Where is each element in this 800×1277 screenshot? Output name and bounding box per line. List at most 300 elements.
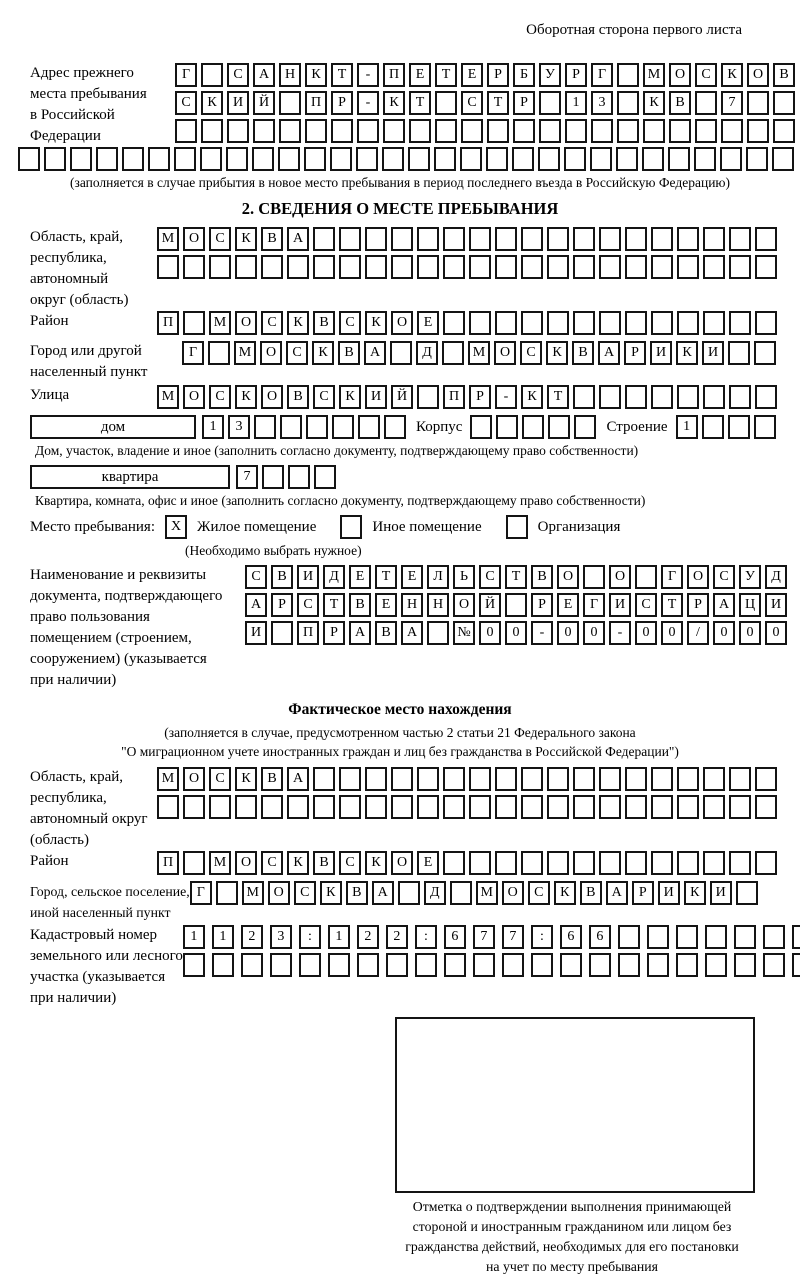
char-cell — [728, 415, 750, 439]
char-cell: К — [320, 881, 342, 905]
char-cell — [313, 255, 335, 279]
char-cell: И — [609, 593, 631, 617]
char-cell — [747, 91, 769, 115]
char-cell — [703, 255, 725, 279]
char-cell — [358, 415, 380, 439]
char-cell — [754, 341, 776, 365]
char-cell: М — [476, 881, 498, 905]
char-cell — [502, 953, 524, 977]
char-cell — [676, 925, 698, 949]
char-cell — [773, 119, 795, 143]
char-cell: О — [235, 311, 257, 335]
char-cell: А — [364, 341, 386, 365]
char-cell: 7 — [502, 925, 524, 949]
char-cell — [417, 385, 439, 409]
char-cell — [677, 227, 699, 251]
char-cell: 0 — [661, 621, 683, 645]
char-cell — [521, 255, 543, 279]
char-cell — [616, 147, 638, 171]
char-cell — [365, 795, 387, 819]
char-cell: К — [305, 63, 327, 87]
char-cell: Е — [375, 593, 397, 617]
char-cell — [729, 851, 751, 875]
char-cell — [330, 147, 352, 171]
choose-note: (Необходимо выбрать нужное) — [185, 543, 362, 558]
char-cell: С — [209, 767, 231, 791]
char-cell — [651, 851, 673, 875]
char-cell: С — [209, 227, 231, 251]
field-city — [0, 341, 800, 383]
char-cell: В — [313, 851, 335, 875]
char-cell — [703, 795, 725, 819]
char-cell: К — [235, 767, 257, 791]
char-cell — [461, 119, 483, 143]
char-cell — [747, 119, 769, 143]
char-cell — [642, 147, 664, 171]
char-cell — [677, 385, 699, 409]
document-label: Наименование и реквизиты документа, подтверждающего право пользования помещением (строением, сооружением) (указывается при наличии) — [30, 567, 223, 688]
char-cell — [469, 851, 491, 875]
char-cell — [183, 795, 205, 819]
prev-address-label: Адрес прежнего места пребывания в Российской Федерации — [30, 65, 147, 144]
char-cell — [721, 119, 743, 143]
char-cell — [157, 255, 179, 279]
char-cell — [772, 147, 794, 171]
char-cell — [560, 953, 582, 977]
char-cell — [736, 881, 758, 905]
char-cell: Р — [487, 63, 509, 87]
char-cell: Р — [323, 621, 345, 645]
char-cell — [216, 881, 238, 905]
char-cell: К — [201, 91, 223, 115]
char-cell: Т — [331, 63, 353, 87]
char-cell: 3 — [270, 925, 292, 949]
char-cell — [755, 767, 777, 791]
char-cell: К — [287, 311, 309, 335]
char-cell — [226, 147, 248, 171]
char-cell — [470, 415, 492, 439]
char-cell: О — [557, 565, 579, 589]
char-cell: - — [357, 63, 379, 87]
char-cell: О — [391, 311, 413, 335]
region-2-row-2 — [157, 795, 777, 819]
char-cell: К — [365, 311, 387, 335]
char-cell: 2 — [357, 925, 379, 949]
house-number-row — [202, 415, 406, 439]
char-cell — [763, 925, 785, 949]
char-cell — [271, 621, 293, 645]
char-cell: Т — [375, 565, 397, 589]
char-cell — [200, 147, 222, 171]
char-cell: О — [260, 341, 282, 365]
char-cell: В — [313, 311, 335, 335]
char-cell — [521, 795, 543, 819]
char-cell: Т — [435, 63, 457, 87]
char-cell — [599, 385, 621, 409]
char-cell — [729, 311, 751, 335]
char-cell — [339, 255, 361, 279]
char-cell: О — [494, 341, 516, 365]
char-cell — [573, 767, 595, 791]
char-cell — [287, 255, 309, 279]
char-cell: В — [349, 593, 371, 617]
char-cell — [617, 91, 639, 115]
char-cell — [391, 795, 413, 819]
char-cell — [261, 795, 283, 819]
char-cell — [522, 415, 544, 439]
char-cell — [435, 119, 457, 143]
char-cell: К — [312, 341, 334, 365]
char-cell — [547, 851, 569, 875]
char-cell: Г — [190, 881, 212, 905]
char-cell — [212, 953, 234, 977]
char-cell — [599, 851, 621, 875]
char-cell: К — [676, 341, 698, 365]
field-cadastral — [0, 925, 800, 1009]
district-2-row — [157, 851, 777, 875]
char-cell — [473, 953, 495, 977]
checkbox-other-premises — [340, 515, 362, 539]
char-cell: К — [365, 851, 387, 875]
char-cell: У — [539, 63, 561, 87]
actual-location-note: (заполняется в случае, предусмотренном частью 2 статьи 21 Федерального закона "О миграционном учете иностранных граждан и лиц без гражданства в Российской Федерации") — [121, 725, 679, 759]
char-cell: С — [261, 311, 283, 335]
char-cell — [651, 255, 673, 279]
char-cell: К — [287, 851, 309, 875]
char-cell: Б — [513, 63, 535, 87]
char-cell — [365, 255, 387, 279]
char-cell — [434, 147, 456, 171]
char-cell: К — [339, 385, 361, 409]
char-cell: 0 — [505, 621, 527, 645]
char-cell: 6 — [560, 925, 582, 949]
char-cell: И — [297, 565, 319, 589]
char-cell: 2 — [241, 925, 263, 949]
char-cell — [495, 851, 517, 875]
char-cell: К — [554, 881, 576, 905]
char-cell — [547, 795, 569, 819]
korpus-row — [470, 415, 596, 439]
document-row-1 — [245, 565, 787, 589]
char-cell — [391, 227, 413, 251]
char-cell: 0 — [479, 621, 501, 645]
char-cell: К — [235, 227, 257, 251]
prev-address-row-2 — [175, 91, 795, 115]
char-cell — [427, 621, 449, 645]
char-cell — [299, 953, 321, 977]
char-cell — [703, 851, 725, 875]
char-cell — [495, 227, 517, 251]
char-cell: М — [234, 341, 256, 365]
char-cell: О — [183, 227, 205, 251]
char-cell: К — [643, 91, 665, 115]
char-cell — [625, 851, 647, 875]
char-cell: М — [242, 881, 264, 905]
char-cell — [755, 255, 777, 279]
city-label: Город или другой населенный пункт — [30, 343, 148, 380]
document-row-3 — [245, 621, 787, 645]
char-cell: 3 — [228, 415, 250, 439]
char-cell: О — [669, 63, 691, 87]
char-cell — [382, 147, 404, 171]
char-cell: С — [339, 851, 361, 875]
stroenie-label: Строение — [606, 418, 668, 435]
document-row-2 — [245, 593, 787, 617]
field-district — [0, 311, 800, 339]
char-cell — [651, 385, 673, 409]
char-cell: А — [713, 593, 735, 617]
char-cell: И — [227, 91, 249, 115]
char-cell: М — [157, 227, 179, 251]
char-cell — [288, 465, 310, 489]
char-cell — [539, 91, 561, 115]
char-cell — [599, 767, 621, 791]
field-prev-address — [0, 63, 800, 147]
city-2-row — [190, 881, 758, 905]
char-cell: И — [765, 593, 787, 617]
char-cell — [460, 147, 482, 171]
char-cell — [668, 147, 690, 171]
char-cell — [635, 565, 657, 589]
char-cell — [201, 63, 223, 87]
char-cell: Е — [461, 63, 483, 87]
char-cell: Р — [565, 63, 587, 87]
char-cell — [573, 255, 595, 279]
checkbox-residential: X — [165, 515, 187, 539]
cadastral-row-2 — [183, 953, 800, 977]
char-cell — [677, 851, 699, 875]
char-cell — [694, 147, 716, 171]
char-cell: А — [253, 63, 275, 87]
char-cell: Т — [505, 565, 527, 589]
field-document — [0, 565, 800, 691]
char-cell — [356, 147, 378, 171]
char-cell: С — [635, 593, 657, 617]
char-cell: 0 — [635, 621, 657, 645]
char-cell — [417, 795, 439, 819]
char-cell — [209, 255, 231, 279]
char-cell: / — [687, 621, 709, 645]
char-cell: О — [747, 63, 769, 87]
char-cell — [227, 119, 249, 143]
char-cell — [415, 953, 437, 977]
char-cell — [625, 255, 647, 279]
char-cell: Г — [175, 63, 197, 87]
char-cell: С — [313, 385, 335, 409]
char-cell — [313, 795, 335, 819]
field-apartment — [0, 465, 800, 489]
char-cell — [573, 311, 595, 335]
char-cell — [313, 767, 335, 791]
district-label: Район — [30, 313, 69, 329]
char-cell: В — [580, 881, 602, 905]
char-cell — [383, 119, 405, 143]
char-cell — [755, 851, 777, 875]
char-cell — [599, 227, 621, 251]
prev-address-row-4 — [0, 147, 800, 171]
stamp-note: Отметка о подтверждении выполнения принимающей стороной и иностранным гражданином или лицом без гражданства действий, необходимых для его постановки на учет по месту пребывания — [405, 1199, 739, 1274]
char-cell: Г — [591, 63, 613, 87]
char-cell: С — [297, 593, 319, 617]
char-cell — [591, 119, 613, 143]
char-cell — [443, 311, 465, 335]
char-cell — [669, 119, 691, 143]
char-cell — [539, 119, 561, 143]
char-cell: Т — [487, 91, 509, 115]
char-cell — [261, 255, 283, 279]
char-cell: Р — [513, 91, 535, 115]
apartment-note: Квартира, комната, офис и иное (заполнить согласно документу, подтверждающему право собственности) — [35, 493, 646, 508]
char-cell — [183, 953, 205, 977]
stroenie-row — [676, 415, 776, 439]
street-label: Улица — [30, 387, 70, 403]
char-cell: О — [261, 385, 283, 409]
char-cell: Л — [427, 565, 449, 589]
field-stay-place — [0, 515, 800, 539]
char-cell — [328, 953, 350, 977]
option-organization-label: Организация — [537, 518, 621, 535]
char-cell — [651, 311, 673, 335]
char-cell — [729, 385, 751, 409]
char-cell — [521, 767, 543, 791]
char-cell — [538, 147, 560, 171]
char-cell — [590, 147, 612, 171]
char-cell — [278, 147, 300, 171]
char-cell — [398, 881, 420, 905]
house-note: Дом, участок, владение и иное (заполнить согласно документу, подтверждающему право собственности) — [35, 443, 639, 458]
char-cell: 6 — [444, 925, 466, 949]
char-cell — [599, 311, 621, 335]
char-cell: К — [684, 881, 706, 905]
char-cell — [677, 311, 699, 335]
char-cell — [280, 415, 302, 439]
char-cell — [96, 147, 118, 171]
char-cell: А — [606, 881, 628, 905]
char-cell: Г — [661, 565, 683, 589]
char-cell: А — [287, 227, 309, 251]
char-cell — [487, 119, 509, 143]
char-cell — [313, 227, 335, 251]
char-cell — [792, 925, 800, 949]
char-cell: М — [157, 767, 179, 791]
char-cell: У — [739, 565, 761, 589]
char-cell — [443, 795, 465, 819]
char-cell — [728, 341, 750, 365]
char-cell: Д — [416, 341, 438, 365]
char-cell: Д — [424, 881, 446, 905]
field-district-2 — [0, 851, 800, 879]
char-cell — [763, 953, 785, 977]
char-cell — [677, 795, 699, 819]
char-cell: 0 — [557, 621, 579, 645]
char-cell — [262, 465, 284, 489]
char-cell — [18, 147, 40, 171]
char-cell — [505, 593, 527, 617]
apartment-number-row — [236, 465, 336, 489]
char-cell: М — [468, 341, 490, 365]
char-cell: И — [702, 341, 724, 365]
char-cell — [496, 415, 518, 439]
char-cell: Д — [323, 565, 345, 589]
char-cell: В — [287, 385, 309, 409]
city-2-label: Город, сельское поселение, иной населенный пункт — [30, 884, 190, 920]
prev-address-row-1 — [175, 63, 795, 87]
char-cell — [651, 767, 673, 791]
char-cell — [365, 767, 387, 791]
region-2-label: Область, край, республика, автономный округ (область) — [30, 769, 148, 848]
char-cell — [676, 953, 698, 977]
char-cell: 1 — [202, 415, 224, 439]
char-cell: Е — [401, 565, 423, 589]
house-type-box: дом — [30, 415, 196, 439]
char-cell: Р — [331, 91, 353, 115]
char-cell — [521, 311, 543, 335]
field-house — [0, 415, 800, 439]
char-cell: С — [461, 91, 483, 115]
char-cell — [443, 227, 465, 251]
char-cell — [734, 925, 756, 949]
char-cell: С — [261, 851, 283, 875]
char-cell: К — [721, 63, 743, 87]
char-cell — [647, 925, 669, 949]
char-cell: О — [183, 767, 205, 791]
char-cell — [339, 795, 361, 819]
field-region — [0, 227, 800, 311]
char-cell — [513, 119, 535, 143]
char-cell: Р — [271, 593, 293, 617]
char-cell: И — [650, 341, 672, 365]
char-cell — [469, 795, 491, 819]
char-cell — [705, 953, 727, 977]
char-cell — [695, 91, 717, 115]
char-cell: П — [383, 63, 405, 87]
char-cell — [651, 795, 673, 819]
char-cell: 2 — [386, 925, 408, 949]
char-cell: В — [773, 63, 795, 87]
char-cell — [702, 415, 724, 439]
char-cell: Г — [583, 593, 605, 617]
char-cell — [444, 953, 466, 977]
char-cell: 1 — [183, 925, 205, 949]
char-cell — [386, 953, 408, 977]
char-cell — [617, 63, 639, 87]
char-cell — [755, 227, 777, 251]
char-cell — [677, 767, 699, 791]
char-cell: И — [658, 881, 680, 905]
char-cell: С — [339, 311, 361, 335]
stamp-box — [395, 1017, 755, 1193]
char-cell: Р — [624, 341, 646, 365]
char-cell: Т — [409, 91, 431, 115]
region-2-row-1 — [157, 767, 777, 791]
char-cell: Е — [409, 63, 431, 87]
char-cell — [495, 255, 517, 279]
char-cell — [469, 255, 491, 279]
char-cell: С — [245, 565, 267, 589]
char-cell: Е — [557, 593, 579, 617]
char-cell — [443, 851, 465, 875]
char-cell — [573, 385, 595, 409]
char-cell — [391, 255, 413, 279]
char-cell — [314, 465, 336, 489]
district-2-label: Район — [30, 853, 69, 869]
char-cell — [495, 767, 517, 791]
char-cell: В — [338, 341, 360, 365]
char-cell — [495, 311, 517, 335]
char-cell: В — [531, 565, 553, 589]
street-row — [157, 385, 777, 409]
char-cell — [729, 795, 751, 819]
